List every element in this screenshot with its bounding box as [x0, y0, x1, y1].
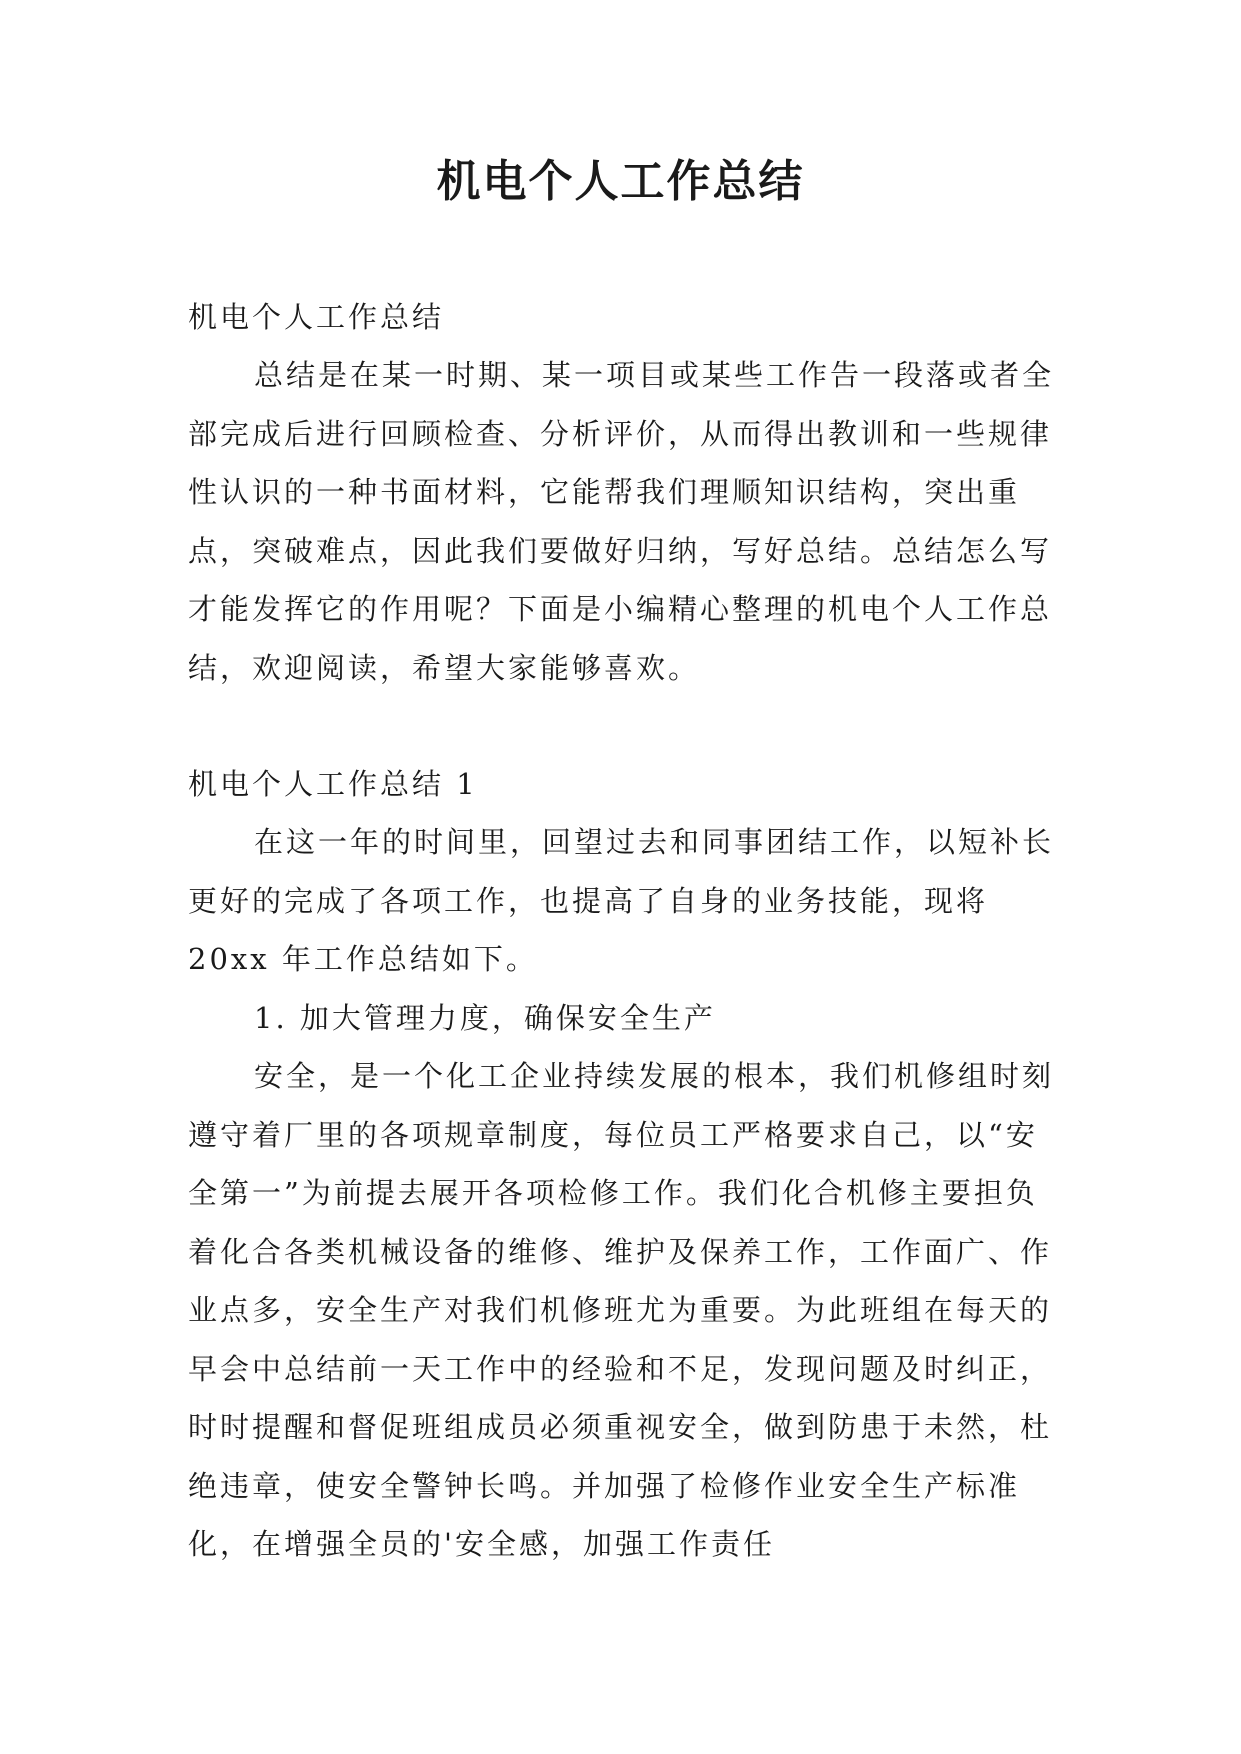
intro-paragraph: 总结是在某一时期、某一项目或某些工作告一段落或者全部完成后进行回顾检查、分析评价，从而得出教训和一些规律性认识的一种书面材料，它能帮我们理顺知识结构，突出重点，突破难点，因此我们要做好归纳，写好总结。总结怎么写才能发挥它的作用呢？下面是小编精心整理的机电个人工作总结，欢迎阅读，希望大家能够喜欢。	[188, 358, 1055, 685]
item-paragraph: 安全，是一个化工企业持续发展的根本，我们机修组时刻遵守着厂里的各项规章制度，每位员工严格要求自己，以“安全第一”为前提去展开各项检修工作。我们化合机修主要担负着化合各类机械设备的维修、维护及保养工作，工作面广、作业点多，安全生产对我们机修班尤为重要。为此班组在每天的早会中总结前一天工作中的经验和不足，发现问题及时纠正，时时提醒和督促班组成员必须重视安全，做到防患于未然，杜绝违章，使安全警钟长鸣。并加强了检修作业安全生产标准化，在增强全员的'安全感，加强工作责任	[188, 1059, 1055, 1561]
section-heading: 机电个人工作总结 1	[188, 767, 478, 801]
section-paragraph: 在这一年的时间里，回望过去和同事团结工作，以短补长更好的完成了各项工作，也提高了自身的业务技能，现将 20xx 年工作总结如下。	[188, 825, 1055, 976]
intro-heading: 机电个人工作总结	[188, 300, 445, 334]
item-title: 1. 加大管理力度，确保安全生产	[254, 1001, 716, 1035]
document-title: 机电个人工作总结	[436, 156, 805, 207]
